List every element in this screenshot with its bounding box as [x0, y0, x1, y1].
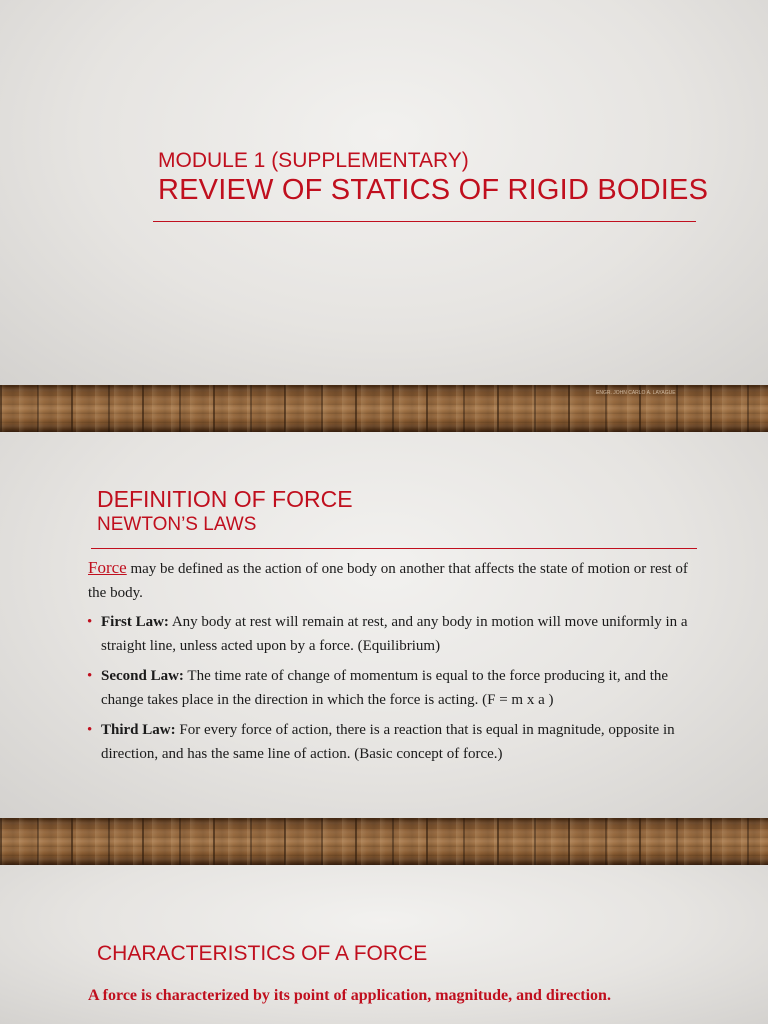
force-definition [88, 556, 700, 605]
list-item [87, 718, 699, 766]
slide-title-heading: REVIEW OF STATICS OF RIGID BODIES [158, 174, 709, 206]
law-text: For every force of action, there is a reaction that is equal in magnitude, opposite in direction, and has the same line of action. (Basic concept of force.) [101, 722, 675, 762]
force-definition-text: may be defined as the action of one body on another that affects the state of motion or rest of the body. [88, 561, 688, 601]
list-item [87, 610, 699, 658]
slide-heading: CHARACTERISTICS OF A FORCE [97, 942, 428, 965]
force-term: Force [88, 558, 127, 577]
list-item [87, 664, 699, 712]
bullet-icon: • [87, 614, 93, 630]
slide-characteristics [0, 865, 768, 1024]
slide-definition-of-force [0, 432, 768, 818]
law-label: Third Law: [101, 722, 176, 738]
slide-subheading: NEWTON’S LAWS [97, 514, 257, 535]
wood-divider [0, 385, 768, 432]
wood-divider [0, 818, 768, 865]
law-text: The time rate of change of momentum is equal to the force producing it, and the change takes place in the direction in which the force is acting. (F = m x a ) [101, 668, 669, 708]
heading-underline [91, 548, 697, 549]
bullet-icon: • [87, 668, 93, 684]
slide-title [0, 0, 768, 385]
law-label: Second Law: [101, 668, 184, 684]
author-credit: ENGR. JOHN CARLO A. LAYAGUE [596, 390, 676, 396]
slide-heading: DEFINITION OF FORCE [97, 486, 353, 512]
characteristics-statement: A force is characterized by its point of application, magnitude, and direction. [88, 987, 611, 1004]
law-text: Any body at rest will remain at rest, and any body in motion will move uniformly in a straight line, unless acted upon by a force. (Equilibrium) [101, 614, 688, 654]
bullet-icon: • [87, 722, 93, 738]
newton-laws-list [87, 610, 699, 772]
title-underline [153, 221, 696, 222]
module-label: MODULE 1 (SUPPLEMENTARY) [158, 149, 469, 172]
law-label: First Law: [101, 614, 169, 630]
